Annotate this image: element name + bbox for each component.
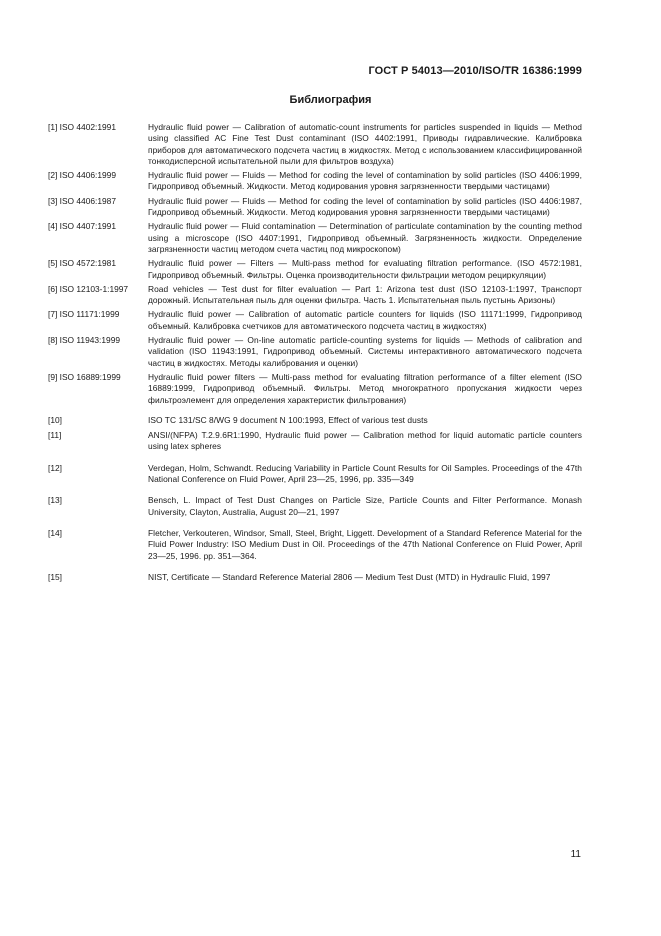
document-header: ГОСТ Р 54013—2010/ISO/TR 16386:1999: [368, 65, 582, 77]
reference-label: [6] ISO 12103-1:1997: [48, 283, 129, 294]
reference-text: NIST, Certificate — Standard Reference Material 2806 — Medium Test Dust (MTD) in Hydraulic Fluid, 1997: [148, 571, 551, 582]
reference-text: Hydraulic fluid power — Calibration of automatic-count instruments for particles suspended in liquids — Method using classified AC Fine Test Dust contaminant (ISO 4402:1991, Приводы гидравлические. Калибровка приборов для автоматического подсчета частиц в жидкостях. Метод с использованием классифицированной тонкодисперсной испытательной пыли для фильтров воздуха): [148, 122, 582, 166]
reference-label: [11]: [48, 430, 62, 441]
reference-label: [4] ISO 4407:1991: [48, 221, 116, 232]
reference-text: Hydraulic fluid power — Fluids — Method for coding the level of contamination by solid particles (ISO 4406:1999, Гидропривод объемный. Жидкости. Метод кодирования уровня загрязненности твердыми частицами): [148, 170, 582, 192]
reference-label: [8] ISO 11943:1999: [48, 335, 121, 346]
reference-text: Road vehicles — Test dust for filter evaluation — Part 1: Arizona test dust (ISO 12103-1:1997, Транспорт дорожный. Испытательная пыль для оценки фильтра. Часть 1. Испытательная пыль пустынь Аризоны): [148, 283, 582, 306]
reference-label: [9] ISO 16889:1999: [48, 371, 121, 382]
page-number: 11: [570, 849, 581, 860]
reference-label: [15]: [48, 571, 62, 582]
bibliography-entry: [48, 495, 582, 518]
bibliography-entry: [48, 572, 582, 583]
bibliography-entry: [48, 122, 582, 167]
reference-text: Hydraulic fluid power — Calibration of automatic particle counters for liquids (ISO 11171:1999, Гидропривод объемный. Калибровка счетчиков для автоматического подсчета частиц в жидкостях): [148, 309, 582, 331]
reference-label: [13]: [48, 495, 62, 506]
reference-label: [10]: [48, 414, 62, 425]
bibliography-entry: [48, 372, 582, 406]
reference-label: [14]: [48, 527, 62, 538]
reference-text: Hydraulic fluid power — Fluid contamination — Determination of particulate contamination by the counting method using a microscope (ISO 4407:1991, Гидропривод объемный. Загрязненность жидкости. Определение загрязненности частиц методом счета частиц под микроскопом): [148, 221, 582, 254]
reference-text: Hydraulic fluid power filters — Multi-pass method for evaluating filtration performance of a filter element (ISO 16889:1999, Гидропривод объемный. Фильтры. Метод многократного пропускания жидкости через фильтроэлемент для определения характеристик фильтрования): [148, 371, 582, 405]
reference-label: [2] ISO 4406:1999: [48, 170, 116, 181]
reference-text: Hydraulic fluid power — Filters — Multi-pass method for evaluating filtration performance. (ISO 4572:1981, Гидропривод объемный. Фильтры. Оценка производительности фильтрации методом рециркуляции): [148, 258, 582, 280]
bibliography-entry: [48, 463, 582, 486]
reference-label: [7] ISO 11171:1999: [48, 309, 120, 320]
reference-label: [12]: [48, 462, 62, 473]
bibliography-entry: [48, 528, 582, 562]
bibliography-entry: [48, 221, 582, 255]
page-title: Библиография: [289, 94, 372, 106]
bibliography-entry: [48, 335, 582, 369]
bibliography-entry: [48, 196, 582, 219]
reference-text: Hydraulic fluid power — Fluids — Method for coding the level of contamination by solid particles (ISO 4406:1987, Гидропривод объемный. Жидкости. Метод кодирования уровня загрязненности твердыми частицами): [148, 195, 582, 218]
bibliography-entry: [48, 284, 582, 307]
bibliography-entry: [48, 170, 582, 193]
bibliography-entry: [48, 415, 582, 426]
bibliography-entry: [48, 309, 582, 332]
reference-text: Bensch, L. Impact of Test Dust Changes on Particle Size, Particle Counts and Filter Performance. Monash University, Clayton, Australia, August 20—21, 1997: [148, 495, 582, 517]
reference-label: [3] ISO 4406:1987: [48, 195, 116, 206]
reference-label: [5] ISO 4572:1981: [48, 258, 116, 269]
bibliography-list: [48, 122, 582, 583]
reference-text: ANSI/(NFPA) T.2.9.6R1:1990, Hydraulic fluid power — Calibration method for liquid automatic particle counters using latex spheres: [148, 430, 582, 452]
reference-text: Verdegan, Holm, Schwandt. Reducing Variability in Particle Count Results for Oil Samples. Proceedings of the 47th National Conference on Fluid Power, April 23—25, 1996, pp. 335—349: [148, 462, 582, 485]
reference-label: [1] ISO 4402:1991: [48, 122, 116, 132]
reference-text: ISO TC 131/SC 8/WG 9 document N 100:1993, Effect of various test dusts: [148, 414, 428, 425]
bibliography-entry: [48, 258, 582, 281]
reference-text: Hydraulic fluid power — On-line automatic particle-counting systems for liquids — Methods of calibration and validation (ISO 11943:1991, Гидропривод объемный. Системы интерактивного автоматического подсчета частиц в жидкостях. Методы калибрования и оценки): [148, 335, 582, 368]
bibliography-entry: [48, 430, 582, 453]
reference-text: Fletcher, Verkouteren, Windsor, Small, Steel, Bright, Liggett. Development of a Standard Reference Material for the Fluid Power Industry: ISO Medium Dust in Oil. Proceedings of the 47th National Conference on Fluid Power, April 23—25, 1996. pp. 351—364.: [148, 527, 582, 561]
